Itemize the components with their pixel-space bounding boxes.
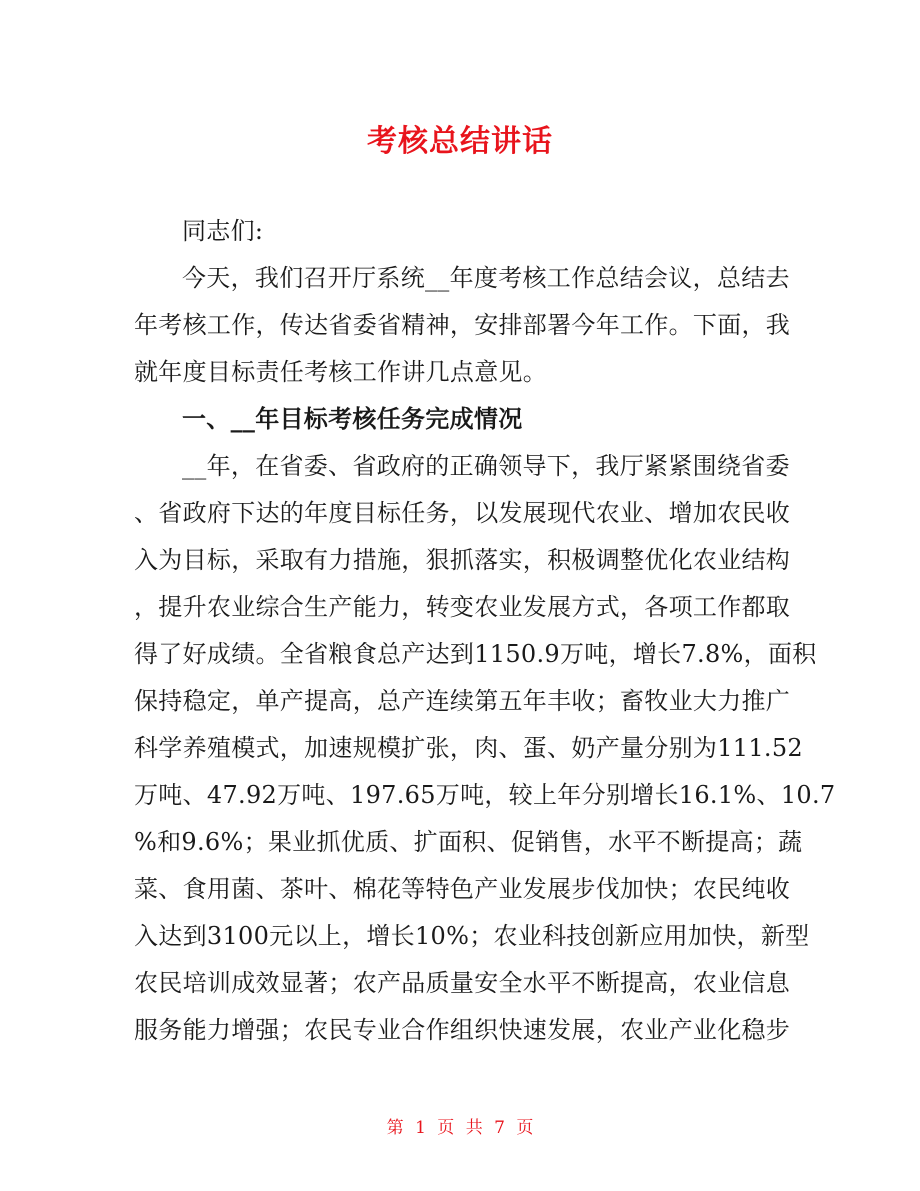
paragraph-1-line: 年考核工作，传达省委省精神，安排部署今年工作。下面，我 bbox=[134, 311, 791, 339]
paragraph-2-line: 农民培训成效显著；农产品质量安全水平不断提高，农业信息 bbox=[134, 969, 791, 997]
paragraph-2-line: 入为目标，采取有力措施，狠抓落实，积极调整优化农业结构 bbox=[134, 546, 791, 574]
paragraph-2-line: 、省政府下达的年度目标任务，以发展现代农业、增加农民收 bbox=[134, 499, 791, 527]
paragraph-2-line: 入达到3100元以上，增长10%；农业科技创新应用加快，新型 bbox=[134, 922, 810, 950]
document-body bbox=[134, 208, 836, 1054]
greeting: 同志们: bbox=[182, 217, 264, 245]
paragraph-2-line: ，提升农业综合生产能力，转变农业发展方式，各项工作都取 bbox=[134, 593, 791, 621]
paragraph-2-line: 保持稳定，单产提高，总产连续第五年丰收；畜牧业大力推广 bbox=[134, 687, 791, 715]
paragraph-2-line: 得了好成绩。全省粮食总产达到1150.9万吨，增长7.8%，面积 bbox=[134, 640, 817, 668]
paragraph-2-line: 服务能力增强；农民专业合作组织快速发展，农业产业化稳步 bbox=[134, 1016, 791, 1044]
paragraph-2-line: 菜、食用菌、茶叶、棉花等特色产业发展步伐加快；农民纯收 bbox=[134, 875, 791, 903]
paragraph-1-line: 就年度目标责任考核工作讲几点意见。 bbox=[134, 358, 548, 386]
paragraph-2-line: %和9.6%；果业抓优质、扩面积、促销售，水平不断提高；蔬 bbox=[134, 828, 803, 856]
page-footer: 第 1 页 共 7 页 bbox=[386, 1118, 534, 1138]
document-title: 考核总结讲话 bbox=[367, 124, 553, 159]
paragraph-2-line: 万吨、47.92万吨、197.65万吨，较上年分别增长16.1%、10.7 bbox=[134, 781, 836, 809]
paragraph-2-line: __年，在省委、省政府的正确领导下，我厅紧紧围绕省委 bbox=[182, 452, 790, 480]
paragraph-2-line: 科学养殖模式，加速规模扩张，肉、蛋、奶产量分别为111.52 bbox=[134, 734, 803, 762]
paragraph-1-line: 今天，我们召开厅系统__年度考核工作总结会议，总结去 bbox=[182, 264, 790, 292]
section-heading-1: 一、__年目标考核任务完成情况 bbox=[182, 405, 523, 433]
